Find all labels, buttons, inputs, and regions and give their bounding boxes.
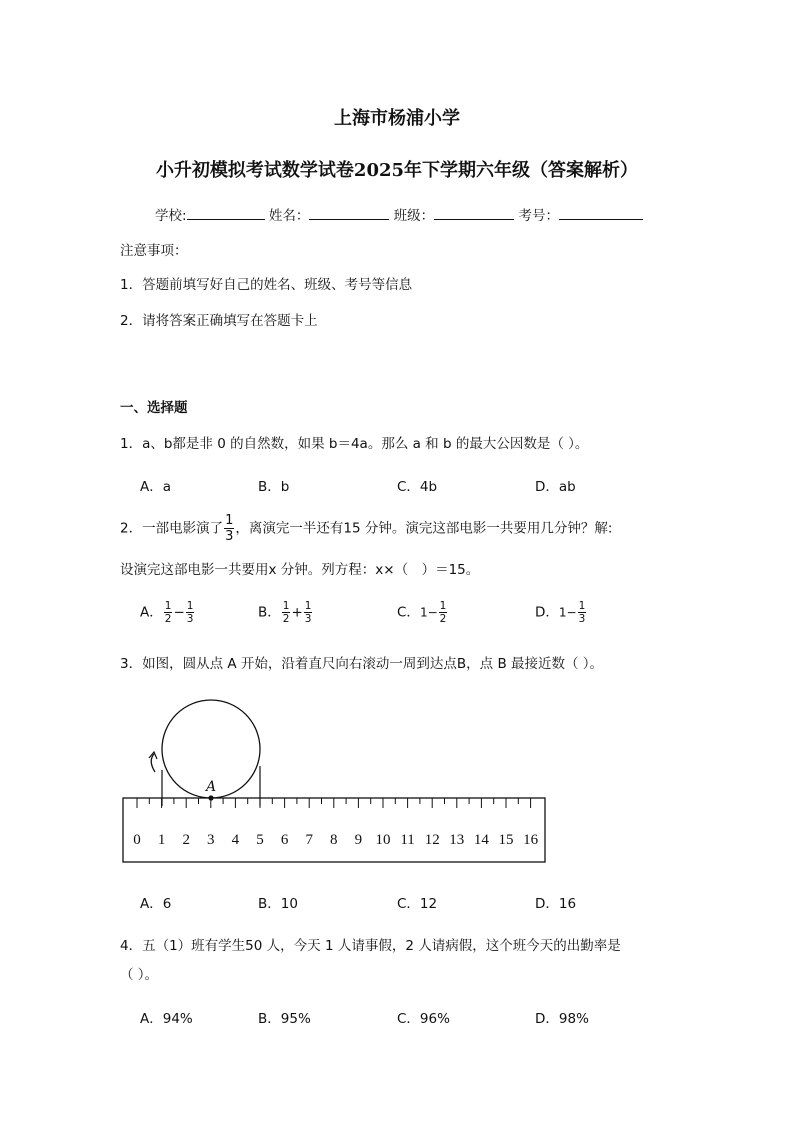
- ruler-number-label: 1: [157, 832, 166, 848]
- fraction-numerator: 1: [225, 513, 234, 528]
- fraction-denominator: 2: [164, 613, 172, 625]
- fraction-denominator: 2: [439, 613, 447, 625]
- q3-option-b[interactable]: B．10: [258, 896, 298, 912]
- option-prefix: D．: [535, 604, 559, 621]
- question-1-text: 1．a、b都是非 0 的自然数，如果 b＝4a。那么 a 和 b 的最大公因数是（ ）。: [120, 436, 589, 452]
- operator: +: [291, 604, 303, 621]
- q1-option-b[interactable]: B．b: [258, 479, 290, 495]
- q2-text-part2: ，离演完一半还有15 分钟。演完这部电影一共要用几分钟？解:: [235, 520, 613, 537]
- q2-fraction: [224, 513, 234, 544]
- q2-option-c[interactable]: [397, 600, 448, 625]
- ruler-number-label: 16: [523, 832, 539, 848]
- fraction-numerator: 1: [164, 600, 172, 612]
- q1-option-c[interactable]: C．4b: [397, 479, 438, 495]
- q4-option-a[interactable]: A．94%: [140, 1011, 193, 1027]
- question-4-text-cont: （ ）。: [120, 967, 159, 983]
- option-prefix: A．: [140, 604, 163, 621]
- q4-option-c[interactable]: C．96%: [397, 1011, 450, 1027]
- ruler-ticks: [137, 798, 531, 808]
- name-blank[interactable]: [309, 205, 389, 220]
- ruler-number-label: 0: [133, 832, 141, 848]
- option-prefix: B．: [258, 604, 281, 621]
- fraction: [186, 600, 195, 625]
- note-item: 2．请将答案正确填写在答题卡上: [120, 313, 318, 329]
- class-label: 班级：: [393, 208, 435, 224]
- whole-part: 1−: [558, 605, 577, 620]
- ruler-number-label: 9: [354, 832, 363, 848]
- ruler-number-label: 8: [330, 832, 338, 848]
- q3-option-c[interactable]: C．12: [397, 896, 438, 912]
- note-item: 1．答题前填写好自己的姓名、班级、考号等信息: [120, 277, 413, 293]
- id-blank[interactable]: [559, 205, 643, 220]
- fraction-denominator: 3: [225, 529, 234, 544]
- fraction-denominator: 3: [304, 613, 312, 625]
- ruler-labels: [133, 832, 538, 848]
- q1-option-a[interactable]: A．a: [140, 479, 172, 495]
- ruler-number-label: 4: [231, 832, 240, 848]
- fraction-numerator: 1: [186, 600, 194, 612]
- q3-option-d[interactable]: D．16: [535, 896, 577, 912]
- fraction: [282, 600, 291, 625]
- whole-part: 1−: [419, 605, 438, 620]
- q2-option-d[interactable]: [535, 600, 587, 625]
- ruler-number-label: 7: [305, 832, 313, 848]
- q2-option-b[interactable]: [258, 600, 313, 625]
- q2-option-a[interactable]: [140, 600, 195, 625]
- ruler-number-label: 11: [400, 832, 415, 848]
- fraction-numerator: 1: [578, 600, 586, 612]
- name-label: 姓名：: [268, 208, 310, 224]
- student-info-fields: [155, 204, 643, 224]
- question-2-text: [120, 513, 612, 544]
- question-4-text: 4．五（1）班有学生50 人，今天 1 人请事假，2 人请病假，这个班今天的出勤率是: [120, 938, 621, 954]
- q4-option-d[interactable]: D．98%: [535, 1011, 589, 1027]
- q1-option-d[interactable]: D．ab: [535, 479, 576, 495]
- ruler-number-label: 3: [207, 832, 215, 848]
- fraction-numerator: 1: [304, 600, 312, 612]
- q2-text-part1: 2．一部电影演了: [120, 520, 224, 537]
- fraction: [164, 600, 173, 625]
- question-2-line2: 设演完这部电影一共要用x 分钟。列方程：x×（ ）＝15。: [120, 562, 480, 578]
- ruler-number-label: 12: [424, 832, 440, 848]
- fraction-denominator: 2: [282, 613, 290, 625]
- notes-heading: 注意事项：: [120, 243, 188, 259]
- point-a-label: A: [206, 779, 217, 795]
- operator: −: [173, 604, 185, 621]
- fraction-denominator: 3: [186, 613, 194, 625]
- q4-option-b[interactable]: B．95%: [258, 1011, 311, 1027]
- ruler-circle-figure: [118, 696, 550, 870]
- school-label: 学校:: [155, 208, 187, 224]
- q3-option-a[interactable]: A．6: [140, 896, 172, 912]
- section-title: 一、选择题: [120, 400, 188, 416]
- ruler-number-label: 10: [375, 832, 391, 848]
- fraction-numerator: 1: [439, 600, 447, 612]
- fraction: [439, 600, 448, 625]
- fraction: [578, 600, 587, 625]
- school-blank[interactable]: [187, 205, 265, 220]
- question-3-text: 3．如图，圆从点 A 开始，沿着直尺向右滚动一周到达点B，点 B 最接近数（ ）。: [120, 656, 604, 672]
- rotation-arrow-icon: [151, 754, 155, 772]
- class-blank[interactable]: [434, 205, 514, 220]
- ruler-number-label: 15: [498, 832, 514, 848]
- ruler-number-label: 14: [473, 832, 489, 848]
- fraction-denominator: 3: [578, 613, 586, 625]
- exam-title: 小升初模拟考试数学试卷2025年下学期六年级（答案解析）: [155, 160, 639, 181]
- school-name: 上海市杨浦小学: [334, 108, 460, 129]
- ruler-number-label: 13: [449, 832, 465, 848]
- ruler-number-label: 2: [182, 832, 190, 848]
- option-prefix: C．: [397, 604, 420, 621]
- ruler-number-label: 6: [280, 832, 289, 848]
- ruler-circle-diagram: [118, 696, 550, 866]
- id-label: 考号：: [518, 208, 559, 224]
- fraction: [304, 600, 313, 625]
- ruler-number-label: 5: [256, 832, 264, 848]
- fraction-numerator: 1: [282, 600, 290, 612]
